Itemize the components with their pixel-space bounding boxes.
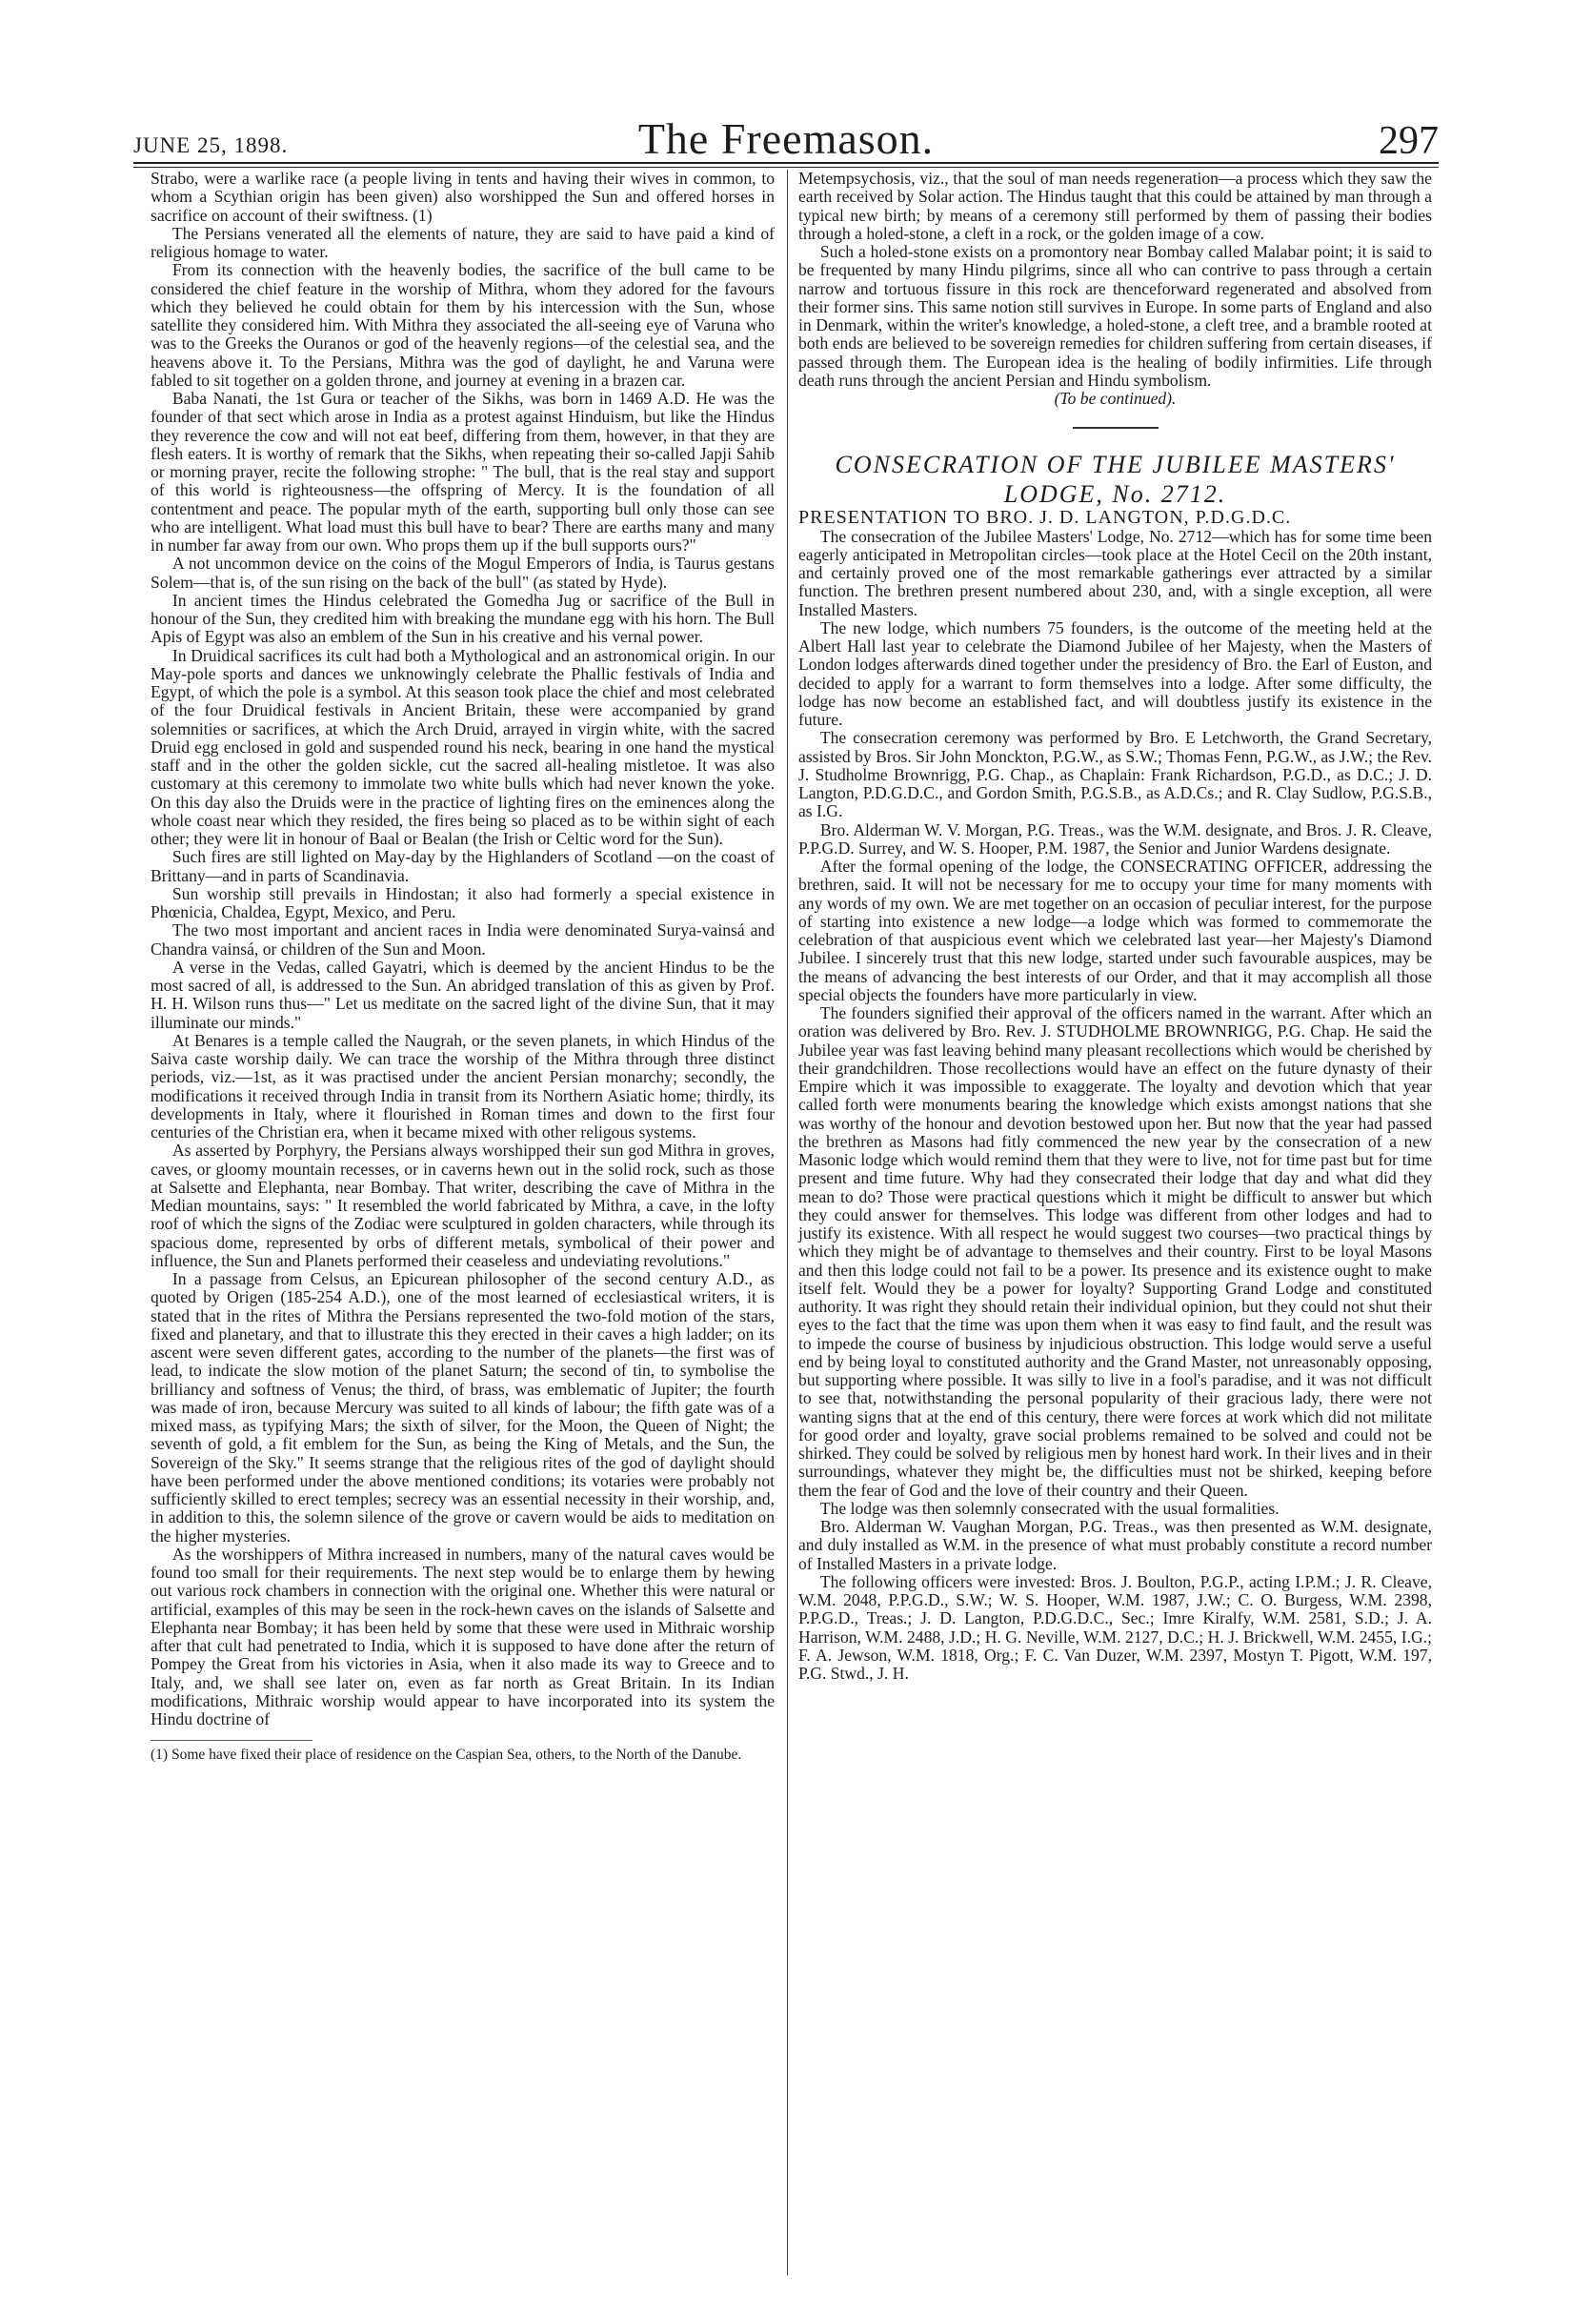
paragraph: The Persians venerated all the elements of nature, they are said to have paid a kind of religious homage to water. xyxy=(151,223,775,261)
paragraph: Such a holed-stone exists on a promontory near Bombay called Malabar point; it is said to be frequented by many Hindu pilgrims, since all who can contrive to pass through a certain narrow and tortuous fissure in this rock are thenceforward regenerated and absolved from their former sins. This same notion still survives in Europe. In some parts of England and also in Denmark, within the writer's knowledge, a holed-stone, a cleft tree, and a bramble rooted at both ends are believed to be sovereign remedies for children suffering from certain diseases, if passed through them. The European idea is the healing of bodily infirmities. Life through death runs through the ancient Persian and Hindu symbolism. xyxy=(798,242,1432,390)
article-subtitle: PRESENTATION TO BRO. J. D. LANGTON, P.D.G.D.C. xyxy=(798,507,1292,529)
masthead-rule-thin xyxy=(133,167,1439,168)
left-column xyxy=(151,170,775,1763)
paragraph: As the worshippers of Mithra increased in numbers, many of the natural caves would be found too small for their requirements. The next step would be to enlarge them by hewing out various rock chambers in connection with the original one. Whether this were natural or artificial, examples of this may be seen in the rock-hewn caves on the islands of Salsette and Elephanta near Bombay; it has been held by some that these were used in Mithraic worship after that cult had penetrated to India, which it is supposed to have done after the return of Pompey the Great from his victories in Asia, when it also made its way to Greece and to Italy, and, we shall see later on, even as far north as Great Britain. In its Indian modifications, Mithraic worship would appear to have incorporated into its system the Hindu doctrine of xyxy=(151,1544,775,1728)
paragraph: The following officers were invested: Bros. J. Boulton, P.G.P., acting I.P.M.; J. R. Cleave, W.M. 2048, P.P.G.D., S.W.; W. S. Hooper, W.M. 1987, J.W.; C. O. Burgess, W.M. 2398, P.P.G.D., Treas.; J. D. Langton, P.D.G.D.C., Sec.; Imre Kiralfy, W.M. 2581, S.D.; J. A. Harrison, W.M. 2488, J.D.; H. G. Neville, W.M. 2127, D.C.; H. J. Brickwell, W.M. 2455, I.G.; F. A. Jewson, W.M. 1818, Org.; F. C. Van Duzer, W.M. 2397, Mostyn T. Pigott, W.M. 197, P.G. Stwd., J. H. xyxy=(798,1571,1432,1683)
paragraph: At Benares is a temple called the Naugrah, or the seven planets, in which Hindus of the Saiva caste worship daily. We can trace the worship of the Mithra through three distinct periods, viz.—1st, as it was practised under the ancient Persian monarchy; secondly, the modifications it received through India in transit from its Northern Asiatic home; thirdly, its developments in Italy, where it flourished in Roman times and down to the first four centuries of the Christian era, when it became mixed with other religous systems. xyxy=(151,1030,775,1142)
paragraph: The founders signified their approval of the officers named in the warrant. After which an oration was delivered by Bro. Rev. J. STUDHOLME BROWNRIGG, P.G. Chap. He said the Jubilee year was fast leaving behind many pleasant recollections which would be cherished by their grandchildren. Those recollections would have an effect on the future dynasty of their Empire which it was impossible to exaggerate. The loyalty and devotion which that year called forth were monuments bearing the knowledge which exists amongst nations that she was worthy of the honour and devotion bestowed upon her. But now that the year had passed the brethren as Masons had fitly commenced the new year by the consecration of a new Masonic lodge which would remind them that they were to live, not for time past but for time present and time future. Why had they consecrated their lodge that day and what did they mean to do? Those were practical questions which it might be difficult to answer but which they could answer for themselves. This lodge was different from other lodges and had to justify its existence. With all respect he would suggest two courses—two practical things by which they might be of advantage to themselves and their country. First to be loyal Masons and then this lodge could not fail to be a power. Its presence and its existence ought to make itself felt. Would they be a power for loyalty? Supporting Grand Lodge and constituted authority. It was right they should retain their individual opinion, but they could not shut their eyes to the fact that the time was upon them when it was easy to find fault, and the result was to impede the course of business by injudicious obstruction. This lodge would serve a useful end by being loyal to constituted authority and the Grand Master, not unreasonably opposing, but supporting where possible. It was silly to live in a fool's paradise, and it was not difficult to see that, notwithstanding the personal popularity of their gracious lady, there were not wanting signs that at the end of this century, there were forces at work which did not militate for good order and loyalty, grave social problems remained to be solved and could not be shirked. They could be solved by religious men by honest hard work. In their lives and in their surroundings, whatever they might be, the difficulties must not be shirked, keeping before them the fear of God and the love of their country and their Queen. xyxy=(798,1003,1432,1500)
paragraph: Sun worship still prevails in Hindostan; it also had formerly a special existence in Phœnicia, Chaldea, Egypt, Mexico, and Peru. xyxy=(151,883,775,921)
paragraph: A not uncommon device on the coins of the Mogul Emperors of India, is Taurus gestans Solem—that is, of the sun rising on the back of the bull" (as stated by Hyde). xyxy=(151,554,775,592)
footnote-rule xyxy=(151,1740,312,1741)
paragraph: Such fires are still lighted on May-day by the Highlanders of Scotland —on the coast of Brittany—and in parts of Scandinavia. xyxy=(151,847,775,885)
paragraph: A verse in the Vedas, called Gayatri, which is deemed by the ancient Hindus to be the most sacred of all, is addressed to the Sun. An abridged translation of this as given by Prof. H. H. Wilson runs thus—" Let us meditate on the sacred light of the divine Sun, that it may illuminate our minds." xyxy=(151,957,775,1032)
footnote: (1) Some have fixed their place of residence on the Caspian Sea, others, to the North of the Danube. xyxy=(151,1747,742,1764)
newspaper-title: The Freemason. xyxy=(637,114,935,163)
paragraph: In a passage from Celsus, an Epicurean philosopher of the second century A.D., as quoted by Origen (185-254 A.D.), one of the most learned of ecclesiastical writers, it is stated that in the rites of Mithra the Persians represented the two-fold motion of the stars, fixed and planetary, and that to illustrate this they erected in their caves a high ladder; on its ascent were seven different gates, according to the number of the planets—the first was of lead, to indicate the slow motion of the planet Saturn; the second of tin, to symbolise the brilliancy and softness of Venus; the third, of brass, was emblematic of Jupiter; the fourth was made of iron, because Mercury was suited to all kinds of labour; the fifth gate was of a mixed mass, as typifying Mars; the sixth of silver, for the Moon, the Queen of Night; the seventh of gold, a fit emblem for the Sun, as being the King of Metals, and the Sun, the Sovereign of the Sky." It seems strange that the religious rites of the god of daylight should have been performed under the above mentioned conditions; its votaries were probably not sufficiently skilled to erect temples; secrecy was an essential necessity in their worship, and, in addition to this, the solemn silence of the grove or cavern would be aids to meditation on the higher mysteries. xyxy=(151,1269,775,1546)
article-title: CONSECRATION OF THE JUBILEE MASTERS' LODGE, No. 2712. xyxy=(835,451,1396,509)
right-column xyxy=(798,170,1432,1683)
paragraph: The lodge was then solemnly consecrated with the usual formalities. xyxy=(819,1498,1280,1518)
to-be-continued: (To be continued). xyxy=(1054,389,1177,408)
paragraph: The consecration ceremony was performed by Bro. E Letchworth, the Grand Secretary, assisted by Bros. Sir John Monckton, P.G.W., as S.W.; Thomas Fenn, P.G.W., as J.W.; the Rev. J. Studholme Brownrigg, P.G. Chap., as Chaplain: Frank Richardson, P.G.D., as D.C.; J. D. Langton, P.D.G.D.C., and Gordon Smith, P.G.S.B., as A.D.Cs.; and R. Clay Sudlow, P.G.S.B., as I.G. xyxy=(798,728,1433,821)
section-divider xyxy=(1073,427,1159,429)
paragraph: The consecration of the Jubilee Masters' Lodge, No. 2712—which has for some time been eagerly anticipated in Metropolitan circles—took place at the Hotel Cecil on the 20th instant, and certainly proved one of the most remarkable gatherings ever attracted by a similar function. The brethren present numbered about 230, and, with a single exception, all were Installed Masters. xyxy=(798,526,1432,619)
page-number: 297 xyxy=(1379,119,1439,163)
masthead-rule xyxy=(133,162,1439,164)
masthead xyxy=(133,114,1439,163)
paragraph: Strabo, were a warlike race (a people living in tents and having their wives in common, to whom a Scythian origin has been given) also worshipped the Sun and offered horses in sacrifice on account of their swiftness. (1) xyxy=(151,169,775,225)
paragraph: Metempsychosis, viz., that the soul of man needs regeneration—a process which they saw the earth received by Solar action. The Hindus taught that this could be attained by man through a typical new birth; by means of a ceremony still performed by them of passing their bodies through a holed-stone, a cleft in a rock, or the golden image of a cow. xyxy=(798,169,1432,243)
paragraph: The new lodge, which numbers 75 founders, is the outcome of the meeting held at the Albert Hall last year to celebrate the Diamond Jubilee of her Majesty, when the Masters of London lodges afterwards dined together under the presidency of Bro. the Earl of Euston, and decided to apply for a warrant to form themselves into a lodge. After some difficulty, the lodge has now become an established fact, and will doubtless justify its existence in the future. xyxy=(798,617,1432,729)
paragraph: In ancient times the Hindus celebrated the Gomedha Jug or sacrifice of the Bull in honour of the Sun, they credited him with breaking the mundane egg with his horn. The Bull Apis of Egypt was also an emblem of the Sun in his creative and his vernal power. xyxy=(151,590,775,647)
paragraph: The two most important and ancient races in India were denominated Surya-vainsá and Chandra vainsá, or children of the Sun and Moon. xyxy=(151,920,775,959)
issue-date: JUNE 25, 1898. xyxy=(133,133,289,157)
paragraph: Baba Nanati, the 1st Gura or teacher of the Sikhs, was born in 1469 A.D. He was the founder of that sect which arose in India as a protest against Hinduism, but like the Hindus they reverence the cow and will not eat beef, differing from them, however, in that they are flesh eaters. It is worthy of remark that the Sikhs, when repeating their so-called Japji Sahib or morning prayer, recite the following strophe: " The bull, that is the real stay and support of this world is righteousness—the offspring of Mercy. It is the foundation of all contentment and peace. The popular myth of the earth, supporting bull only those can see who are intelligent. What load must this bull have to bear? There are earths many and many in number far away from our own. Who props them up if the bull supports ours?" xyxy=(151,389,775,555)
paragraph: From its connection with the heavenly bodies, the sacrifice of the bull came to be considered the chief feature in the worship of Mithra, whom they adored for the favours which they believed he could obtain for them by his intercession with the Sun, whose satellite they considered him. With Mithra they associated the all-seeing eye of Varuna who was to the Greeks the Ouranos or god of the heavenly regions—of the celestial sea, and the heavens above it. To the Persians, Mithra was the god of daylight, he and Varuna were fabled to sit together on a golden throne, and journey at evening in a brazen car. xyxy=(151,260,775,390)
paragraph: In Druidical sacrifices its cult had both a Mythological and an astronomical origin. In our May-pole sports and dances we unknowingly celebrate the Phallic festivals of India and Egypt, of which the pole is a symbol. At this season took place the chief and most celebrated of the four Druidical festivals in Ancient Britain, these were accompanied by grand solemnities or sacrifices, at which the Arch Druid, arrayed in virgin white, with the sacred Druid egg enclosed in gold and suspended round his neck, bearing in one hand the mystical staff and in the other the golden sickle, cut the sacred all-healing mistletoe. It was also customary at this ceremony to immolate two white bulls which had never known the yoke. On this day also the Druids were in the practice of lighting fires on the eminences along the whole coast near which they resided, the fires being so placed as to be within sight of each other; they were lit in honour of Baal or Bealan (the Irish or Celtic word for the Sun). xyxy=(151,645,775,848)
column-divider xyxy=(787,170,788,2275)
paragraph: After the formal opening of the lodge, the CONSECRATING OFFICER, addressing the brethren, said. It will not be necessary for me to occupy your time for many moments with any words of my own. We are met together on an occasion of peculiar interest, for the purpose of starting into existence a new lodge—a lodge which was formed to commemorate the celebration of that auspicious event which we celebrated last year—her Majesty's Diamond Jubilee. I sincerely trust that this new lodge, started under such favourable auspices, may be the means of advancing the best interests of our Order, and that it may accomplish all those special objects the founders have more particularly in view. xyxy=(798,857,1432,1004)
paragraph: Bro. Alderman W. Vaughan Morgan, P.G. Treas., was then presented as W.M. designate, and duly installed as W.M. in the presence of what must probably constitute a record number of Installed Masters in a private lodge. xyxy=(798,1517,1432,1573)
paragraph: As asserted by Porphyry, the Persians always worshipped their sun god Mithra in groves, caves, or gloomy mountain recesses, or in caverns hewn out in the solid rock, such as those at Salsette and Elephanta, near Bombay. That writer, describing the cave of Mithra in the Median mountains, says: " It resembled the world fabricated by Mithra, a cave, in the lofty roof of which the signs of the Zodiac were sculptured in golden characters, while through its spacious dome, represented by orbs of different metals, symbolical of their power and influence, the Sun and Planets performed their ceaseless and undeviating revolutions." xyxy=(151,1141,775,1270)
paragraph: Bro. Alderman W. V. Morgan, P.G. Treas., was the W.M. designate, and Bros. J. R. Cleave, P.P.G.D. Surrey, and W. S. Hooper, P.M. 1987, the Senior and Junior Wardens designate. xyxy=(798,819,1432,858)
